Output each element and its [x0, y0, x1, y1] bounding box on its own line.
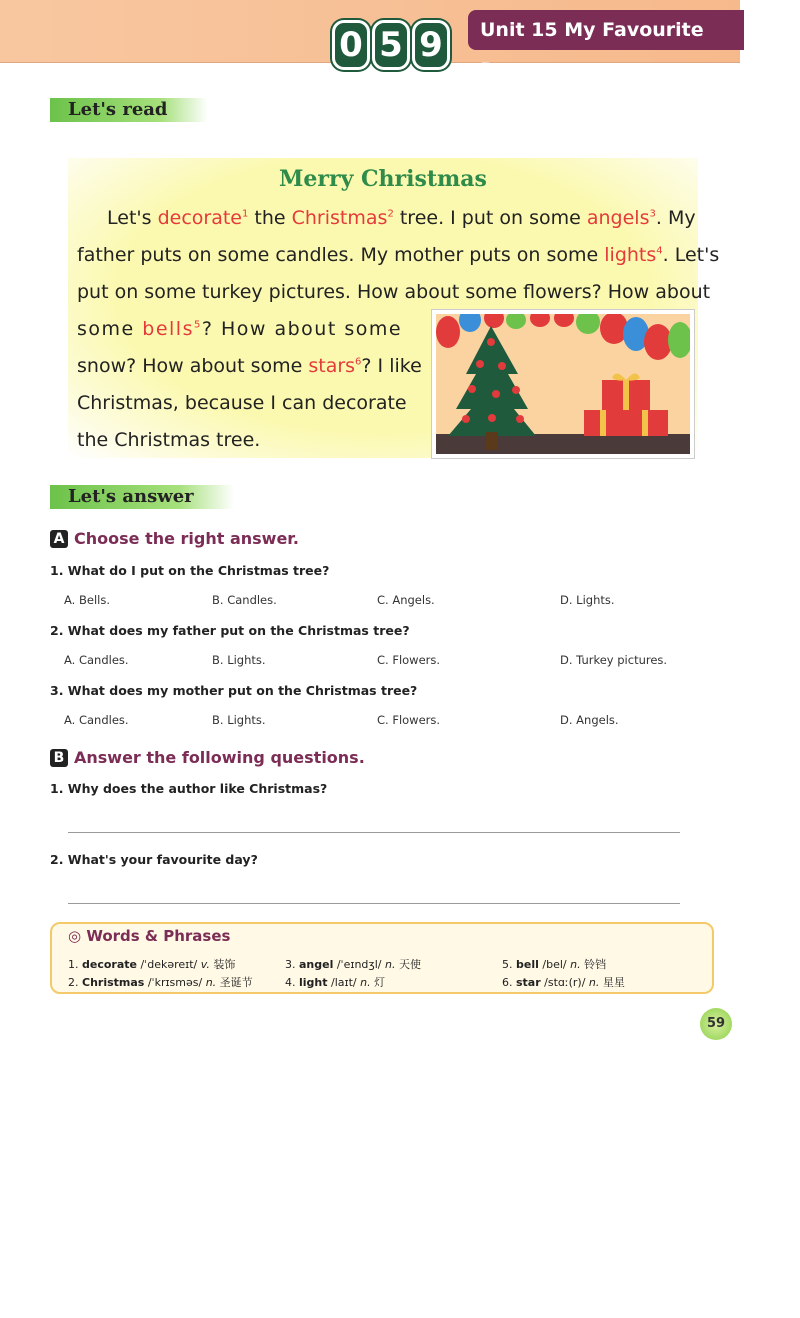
word-meaning: 天使 — [398, 958, 421, 971]
word-pron: /ˈeɪndʒl/ — [333, 958, 386, 971]
reading-title: Merry Christmas — [279, 166, 487, 192]
lets-read-label: Let's read — [50, 98, 208, 122]
unit-title: Unit 15 My Favourite Day — [468, 10, 744, 50]
lesson-number — [332, 20, 450, 66]
word-pron: /laɪt/ — [327, 976, 361, 989]
option-2d[interactable]: D. Turkey pictures. — [560, 653, 668, 667]
question-2: 2. What does my father put on the Christmas tree? — [50, 623, 410, 638]
vocab-word: decorate — [157, 207, 242, 229]
option-2b[interactable]: B. Lights. — [212, 653, 266, 667]
word-entry — [285, 956, 421, 972]
word-meaning: 灯 — [374, 976, 386, 989]
reading-text: . My — [655, 207, 696, 229]
word-pron: /ˈkrɪsməs/ — [144, 976, 206, 989]
word-term: angel — [299, 958, 334, 971]
option-1d[interactable]: D. Lights. — [560, 593, 615, 607]
option-3a[interactable]: A. Candles. — [64, 713, 129, 727]
lets-answer-label: Let's answer — [50, 485, 234, 509]
vocab-word: lights — [604, 244, 657, 266]
reading-text: tree. I put on some — [393, 207, 587, 229]
open-question-2: 2. What's your favourite day? — [50, 852, 258, 867]
page-number: 59 — [700, 1008, 732, 1040]
part-a-heading — [50, 529, 299, 548]
word-pos: n. — [360, 976, 375, 989]
word-number: 4. — [285, 976, 299, 989]
reading-line — [77, 244, 719, 266]
word-pron: /stɑː(r)/ — [540, 976, 589, 989]
word-meaning: 星星 — [602, 976, 625, 989]
reading-line — [107, 207, 696, 229]
option-2c[interactable]: C. Flowers. — [377, 653, 441, 667]
answer-line-2[interactable] — [68, 903, 680, 904]
vocab-word: stars — [308, 355, 356, 377]
part-b-instruction: Answer the following questions. — [74, 748, 365, 767]
words-title-text: Words & Phrases — [86, 927, 231, 945]
word-number: 2. — [68, 976, 82, 989]
reading-text: the Christmas tree. — [77, 429, 261, 451]
word-meaning: 装饰 — [213, 958, 236, 971]
footnote-marker: 5 — [193, 319, 202, 331]
option-1c[interactable]: C. Angels. — [377, 593, 435, 607]
word-term: bell — [516, 958, 539, 971]
option-2a[interactable]: A. Candles. — [64, 653, 129, 667]
lesson-digit: 5 — [372, 20, 410, 70]
option-3b[interactable]: B. Lights. — [212, 713, 266, 727]
reading-line — [77, 429, 260, 451]
word-term: light — [299, 976, 328, 989]
reading-text: ? I like — [361, 355, 422, 377]
reading-text: snow? How about some — [77, 355, 309, 377]
option-3d[interactable]: D. Angels. — [560, 713, 619, 727]
footnote-marker: 2 — [387, 208, 394, 220]
lesson-digit: 9 — [412, 20, 450, 70]
reading-text: father puts on some candles. My mother puts on some — [77, 244, 605, 266]
option-1a[interactable]: A. Bells. — [64, 593, 110, 607]
option-3c[interactable]: C. Flowers. — [377, 713, 441, 727]
footnote-marker: 3 — [649, 208, 656, 220]
reading-text: ? How about some — [201, 318, 403, 340]
footnote-marker: 6 — [355, 356, 362, 368]
word-pron: /bel/ — [538, 958, 571, 971]
vocab-word: bells — [142, 318, 194, 340]
word-number: 3. — [285, 958, 299, 971]
vocab-word: Christmas — [291, 207, 388, 229]
reading-text: Christmas, because I can decorate — [77, 392, 407, 414]
word-number: 1. — [68, 958, 82, 971]
footnote-marker: 1 — [241, 208, 249, 220]
word-entry — [285, 974, 385, 990]
word-term: decorate — [82, 958, 137, 971]
reading-text: the — [248, 207, 292, 229]
word-meaning: 圣诞节 — [219, 976, 253, 989]
open-question-1: 1. Why does the author like Christmas? — [50, 781, 328, 796]
footnote-marker: 4 — [656, 245, 663, 257]
word-term: Christmas — [82, 976, 145, 989]
word-entry — [68, 974, 253, 990]
part-a-letter: A — [50, 530, 68, 548]
christmas-illustration — [432, 310, 694, 458]
word-pos: n. — [588, 976, 603, 989]
reading-line — [77, 392, 407, 414]
reading-line — [77, 318, 402, 340]
words-phrases-title — [68, 927, 230, 945]
word-entry — [502, 974, 625, 990]
vocab-word: angels — [586, 207, 650, 229]
reading-text: some — [77, 318, 143, 340]
answer-line-1[interactable] — [68, 832, 680, 833]
word-entry — [502, 956, 606, 972]
target-icon: ◎ — [68, 927, 82, 945]
word-term: star — [516, 976, 541, 989]
lesson-digit: 0 — [332, 20, 370, 70]
word-number: 5. — [502, 958, 516, 971]
word-entry — [68, 956, 235, 972]
question-1: 1. What do I put on the Christmas tree? — [50, 563, 330, 578]
word-pos: v. — [200, 958, 214, 971]
question-3: 3. What does my mother put on the Christmas tree? — [50, 683, 418, 698]
reading-line — [77, 355, 422, 377]
reading-text: put on some turkey pictures. How about some flowers? How about — [77, 281, 711, 303]
word-pos: n. — [570, 958, 585, 971]
part-a-instruction: Choose the right answer. — [74, 529, 299, 548]
word-number: 6. — [502, 976, 516, 989]
word-pos: n. — [385, 958, 399, 971]
reading-line — [77, 281, 710, 303]
part-b-heading — [50, 748, 365, 767]
reading-text: . Let's — [662, 244, 720, 266]
word-pos: n. — [205, 976, 220, 989]
word-pron: /ˈdekəreɪt/ — [136, 958, 201, 971]
part-b-letter: B — [50, 749, 68, 767]
reading-text: Let's — [107, 207, 158, 229]
word-meaning: 铃铛 — [584, 958, 607, 971]
option-1b[interactable]: B. Candles. — [212, 593, 277, 607]
